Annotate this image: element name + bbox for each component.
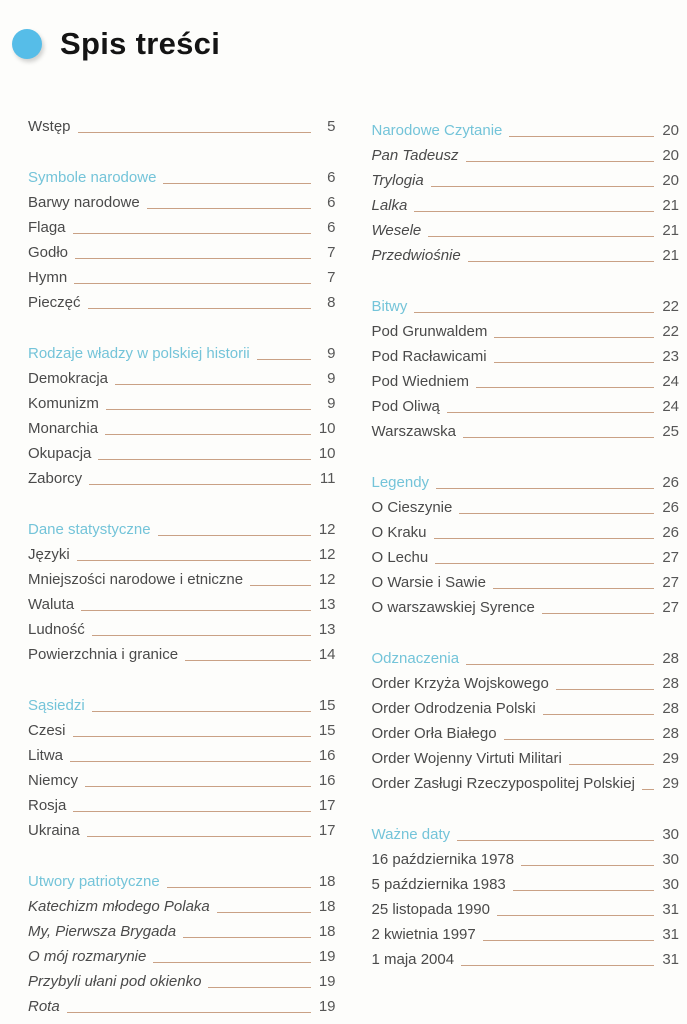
page-number: 9	[327, 395, 336, 412]
leader-line	[208, 987, 310, 988]
leader-line	[494, 362, 654, 363]
toc-entry-label: Powierzchnia i granice	[28, 646, 179, 663]
leader-line	[106, 409, 311, 410]
leader-line	[70, 761, 310, 762]
toc-entry-label: Pod Oliwą	[371, 398, 440, 415]
page-title: Spis treści	[60, 26, 221, 61]
leader-line	[414, 211, 654, 212]
leader-line	[158, 535, 311, 536]
toc-entry	[28, 389, 336, 414]
page-number: 27	[662, 599, 679, 616]
toc-entry	[372, 493, 680, 518]
page-number: 5	[327, 118, 336, 135]
leader-line	[414, 312, 654, 313]
page-number: 26	[662, 524, 679, 541]
leader-line	[92, 635, 311, 636]
page-number: 29	[662, 775, 679, 792]
leader-line	[542, 613, 654, 614]
leader-line	[521, 865, 654, 866]
page-number: 24	[662, 398, 679, 415]
toc-columns	[0, 112, 687, 1017]
leader-line	[457, 840, 654, 841]
page-number: 12	[318, 521, 336, 538]
leader-line	[88, 308, 311, 309]
toc-entry	[372, 417, 680, 442]
toc-entry-label: O mój rozmarynie	[28, 948, 147, 965]
leader-line	[497, 915, 654, 916]
toc-section-heading	[372, 644, 680, 669]
toc-entry	[372, 241, 680, 266]
toc-entry-label: Godło	[28, 244, 69, 261]
toc-entry	[28, 741, 336, 766]
toc-heading-label: Bitwy	[371, 298, 408, 315]
leader-line	[463, 437, 654, 438]
toc-entry	[28, 112, 336, 137]
page-number: 22	[662, 323, 679, 340]
toc-entry	[28, 238, 336, 263]
toc-entry	[28, 766, 336, 791]
leader-line	[92, 711, 311, 712]
toc-entry-label: Okupacja	[28, 445, 92, 462]
leader-line	[75, 258, 310, 259]
page-number: 26	[662, 474, 679, 491]
toc-entry	[372, 191, 680, 216]
page-number: 16	[318, 772, 336, 789]
leader-line	[513, 890, 654, 891]
toc-entry-label: O warszawskiej Syrence	[371, 599, 535, 616]
page-number: 11	[319, 470, 336, 487]
page-number: 17	[318, 797, 336, 814]
toc-entry-label: Waluta	[28, 596, 75, 613]
leader-line	[494, 337, 654, 338]
toc-heading-label: Utwory patriotyczne	[28, 873, 160, 890]
page-number: 7	[327, 244, 336, 261]
toc-entry	[372, 317, 680, 342]
page-number: 19	[318, 948, 336, 965]
page-number: 21	[662, 222, 679, 239]
leader-line	[466, 161, 654, 162]
toc-entry	[372, 518, 680, 543]
leader-line	[74, 283, 310, 284]
leader-line	[459, 513, 654, 514]
leader-line	[115, 384, 310, 385]
toc-entry	[372, 141, 680, 166]
page-number: 8	[327, 294, 336, 311]
toc-entry-label: Ludność	[28, 621, 85, 638]
page-number: 18	[318, 873, 336, 890]
leader-line	[461, 965, 654, 966]
toc-entry	[372, 342, 680, 367]
page-number: 12	[318, 571, 336, 588]
toc-entry-label: Warszawska	[371, 423, 456, 440]
page-number: 15	[318, 722, 336, 739]
leader-line	[77, 560, 311, 561]
leader-line	[81, 610, 310, 611]
toc-entry-label: Ukraina	[28, 822, 80, 839]
toc-entry-label: Order Odrodzenia Polski	[371, 700, 536, 717]
toc-entry-label: Order Wojenny Virtuti Militari	[371, 750, 562, 767]
toc-entry-label: Pod Grunwaldem	[371, 323, 488, 340]
page-number: 10	[318, 445, 336, 462]
leader-line	[98, 459, 310, 460]
page-header	[0, 0, 687, 62]
page-number: 21	[662, 247, 679, 264]
toc-entry-label: O Cieszynie	[371, 499, 453, 516]
toc-heading-label: Dane statystyczne	[28, 521, 151, 538]
leader-line	[257, 359, 311, 360]
page-number: 12	[318, 546, 336, 563]
toc-entry	[28, 263, 336, 288]
page-number: 25	[662, 423, 679, 440]
toc-entry-label: Przybyli ułani pod okienko	[28, 973, 202, 990]
page-number: 28	[662, 675, 679, 692]
toc-heading-label: Legendy	[371, 474, 430, 491]
leader-line	[468, 261, 654, 262]
page-number: 21	[662, 197, 679, 214]
leader-line	[163, 183, 310, 184]
toc-entry	[372, 920, 680, 945]
page-number: 30	[662, 876, 679, 893]
toc-section	[28, 691, 336, 841]
page-number: 13	[318, 596, 336, 613]
leader-line	[167, 887, 311, 888]
page-number: 31	[662, 951, 679, 968]
page-number: 30	[662, 851, 679, 868]
leader-line	[476, 387, 654, 388]
toc-entry-label: 25 listopada 1990	[371, 901, 490, 918]
page-number: 7	[327, 269, 336, 286]
page-number: 20	[662, 172, 679, 189]
page-number: 13	[318, 621, 336, 638]
page-number: 18	[318, 923, 336, 940]
leader-line	[78, 132, 311, 133]
leader-line	[509, 136, 654, 137]
toc-entry-label: 5 października 1983	[371, 876, 506, 893]
toc-entry	[372, 166, 680, 191]
toc-entry-label: Wstęp	[28, 118, 71, 135]
toc-entry	[28, 439, 336, 464]
leader-line	[105, 434, 310, 435]
page-number: 28	[662, 725, 679, 742]
page-number: 28	[662, 650, 679, 667]
leader-line	[435, 563, 654, 564]
leader-line	[434, 538, 654, 539]
toc-entry	[28, 892, 336, 917]
toc-section	[28, 339, 336, 489]
toc-entry	[28, 188, 336, 213]
page-number: 14	[318, 646, 336, 663]
toc-entry-label: Lalka	[371, 197, 408, 214]
toc-entry-label: Demokracja	[28, 370, 109, 387]
leader-line	[483, 940, 654, 941]
page-number: 18	[318, 898, 336, 915]
toc-entry	[28, 992, 336, 1017]
page-number: 22	[662, 298, 679, 315]
toc-entry-label: Litwa	[28, 747, 64, 764]
page-number: 17	[318, 822, 336, 839]
page-number: 16	[318, 747, 336, 764]
toc-entry-label: Trylogia	[371, 172, 424, 189]
toc-entry	[372, 719, 680, 744]
toc-entry	[28, 967, 336, 992]
page-number: 6	[327, 219, 336, 236]
toc-entry	[372, 216, 680, 241]
toc-section	[372, 644, 680, 794]
toc-entry	[28, 565, 336, 590]
page-number: 31	[662, 926, 679, 943]
toc-entry	[372, 543, 680, 568]
leader-line	[73, 233, 311, 234]
toc-entry	[28, 942, 336, 967]
page-number: 10	[318, 420, 336, 437]
toc-section-heading	[372, 820, 680, 845]
toc-heading-label: Odznaczenia	[371, 650, 460, 667]
leader-line	[85, 786, 310, 787]
toc-section-heading	[28, 163, 336, 188]
toc-entry-label: Rota	[28, 998, 60, 1015]
toc-entry-label: Komunizm	[28, 395, 99, 412]
leader-line	[73, 736, 311, 737]
toc-entry-label: Pan Tadeusz	[371, 147, 459, 164]
toc-heading-label: Symbole narodowe	[28, 169, 157, 186]
toc-entry-label: O Kraku	[371, 524, 427, 541]
toc-entry	[372, 870, 680, 895]
leader-line	[447, 412, 654, 413]
page-number: 27	[662, 549, 679, 566]
toc-section	[28, 867, 336, 1017]
toc-entry-label: Mniejszości narodowe i etniczne	[28, 571, 244, 588]
page-number: 20	[662, 147, 679, 164]
toc-entry	[372, 392, 680, 417]
toc-entry	[28, 640, 336, 665]
toc-entry-label: 2 kwietnia 1997	[371, 926, 476, 943]
leader-line	[153, 962, 310, 963]
leader-line	[183, 937, 310, 938]
toc-entry-label: Hymn	[28, 269, 68, 286]
toc-entry-label: Order Krzyża Wojskowego	[371, 675, 549, 692]
page-number: 28	[662, 700, 679, 717]
toc-entry	[28, 615, 336, 640]
toc-entry-label: Języki	[28, 546, 70, 563]
leader-line	[493, 588, 654, 589]
leader-line	[428, 236, 654, 237]
toc-entry-label: O Warsie i Sawie	[371, 574, 486, 591]
toc-section	[372, 116, 680, 266]
toc-entry-label: Monarchia	[28, 420, 99, 437]
toc-entry-label: Niemcy	[28, 772, 79, 789]
toc-section-heading	[28, 691, 336, 716]
toc-entry	[372, 744, 680, 769]
bullet-circle-icon	[12, 29, 42, 59]
leader-line	[642, 789, 654, 790]
page-number: 31	[662, 901, 679, 918]
toc-column-right	[372, 112, 680, 1017]
page-number: 19	[318, 998, 336, 1015]
toc-section-heading	[372, 292, 680, 317]
leader-line	[250, 585, 310, 586]
toc-section	[28, 163, 336, 313]
toc-entry	[28, 917, 336, 942]
toc-entry	[28, 816, 336, 841]
toc-column-left	[28, 112, 336, 1017]
toc-section	[372, 292, 680, 442]
page-number: 6	[327, 194, 336, 211]
leader-line	[147, 208, 311, 209]
leader-line	[185, 660, 310, 661]
toc-entry-label: 16 października 1978	[371, 851, 515, 868]
toc-entry	[28, 414, 336, 439]
toc-entry	[372, 769, 680, 794]
toc-entry	[28, 288, 336, 313]
page-number: 30	[662, 826, 679, 843]
toc-section	[372, 468, 680, 618]
toc-section	[28, 112, 336, 137]
toc-entry-label: Wesele	[371, 222, 422, 239]
leader-line	[217, 912, 311, 913]
toc-section-heading	[372, 468, 680, 493]
toc-entry-label: Pod Racławicami	[371, 348, 487, 365]
leader-line	[89, 484, 310, 485]
toc-entry-label: Flaga	[28, 219, 66, 236]
toc-entry	[28, 791, 336, 816]
leader-line	[431, 186, 654, 187]
page-number: 6	[327, 169, 336, 186]
toc-entry	[372, 568, 680, 593]
toc-entry	[372, 895, 680, 920]
toc-entry	[28, 590, 336, 615]
toc-entry	[372, 669, 680, 694]
toc-entry	[372, 945, 680, 970]
toc-entry-label: 1 maja 2004	[371, 951, 455, 968]
page-number: 19	[318, 973, 336, 990]
toc-entry	[28, 464, 336, 489]
leader-line	[436, 488, 654, 489]
toc-heading-label: Ważne daty	[371, 826, 451, 843]
toc-entry-label: Pieczęć	[28, 294, 81, 311]
toc-entry-label: Zaborcy	[28, 470, 83, 487]
toc-entry	[28, 364, 336, 389]
leader-line	[504, 739, 654, 740]
leader-line	[543, 714, 654, 715]
toc-entry	[28, 540, 336, 565]
toc-entry-label: Katechizm młodego Polaka	[28, 898, 210, 915]
page-number: 24	[662, 373, 679, 390]
page-number: 26	[662, 499, 679, 516]
toc-entry-label: Rosja	[28, 797, 67, 814]
page-number: 9	[327, 370, 336, 387]
toc-entry-label: Order Orła Białego	[371, 725, 497, 742]
toc-section-heading	[28, 515, 336, 540]
toc-section-heading	[28, 339, 336, 364]
toc-section	[28, 515, 336, 665]
toc-entry-label: Przedwiośnie	[371, 247, 461, 264]
toc-entry	[372, 694, 680, 719]
toc-entry-label: Pod Wiedniem	[371, 373, 470, 390]
toc-entry	[372, 593, 680, 618]
toc-entry-label: Order Zasługi Rzeczypospolitej Polskiej	[371, 775, 635, 792]
toc-entry	[28, 213, 336, 238]
toc-entry-label: My, Pierwsza Brygada	[28, 923, 177, 940]
page-number: 23	[662, 348, 679, 365]
leader-line	[73, 811, 310, 812]
toc-heading-label: Sąsiedzi	[28, 697, 85, 714]
toc-section-heading	[28, 867, 336, 892]
leader-line	[556, 689, 654, 690]
page-number: 20	[662, 122, 679, 139]
toc-entry	[372, 367, 680, 392]
leader-line	[67, 1012, 311, 1013]
toc-heading-label: Rodzaje władzy w polskiej historii	[28, 345, 250, 362]
leader-line	[569, 764, 654, 765]
page-number: 9	[327, 345, 336, 362]
page-number: 27	[662, 574, 679, 591]
toc-heading-label: Narodowe Czytanie	[371, 122, 503, 139]
toc-entry	[28, 716, 336, 741]
toc-entry-label: Czesi	[28, 722, 66, 739]
leader-line	[87, 836, 311, 837]
toc-entry	[372, 845, 680, 870]
toc-entry-label: O Lechu	[371, 549, 429, 566]
toc-section-heading	[372, 116, 680, 141]
page-number: 29	[662, 750, 679, 767]
toc-entry-label: Barwy narodowe	[28, 194, 140, 211]
leader-line	[466, 664, 654, 665]
toc-section	[372, 820, 680, 970]
page-number: 15	[318, 697, 336, 714]
